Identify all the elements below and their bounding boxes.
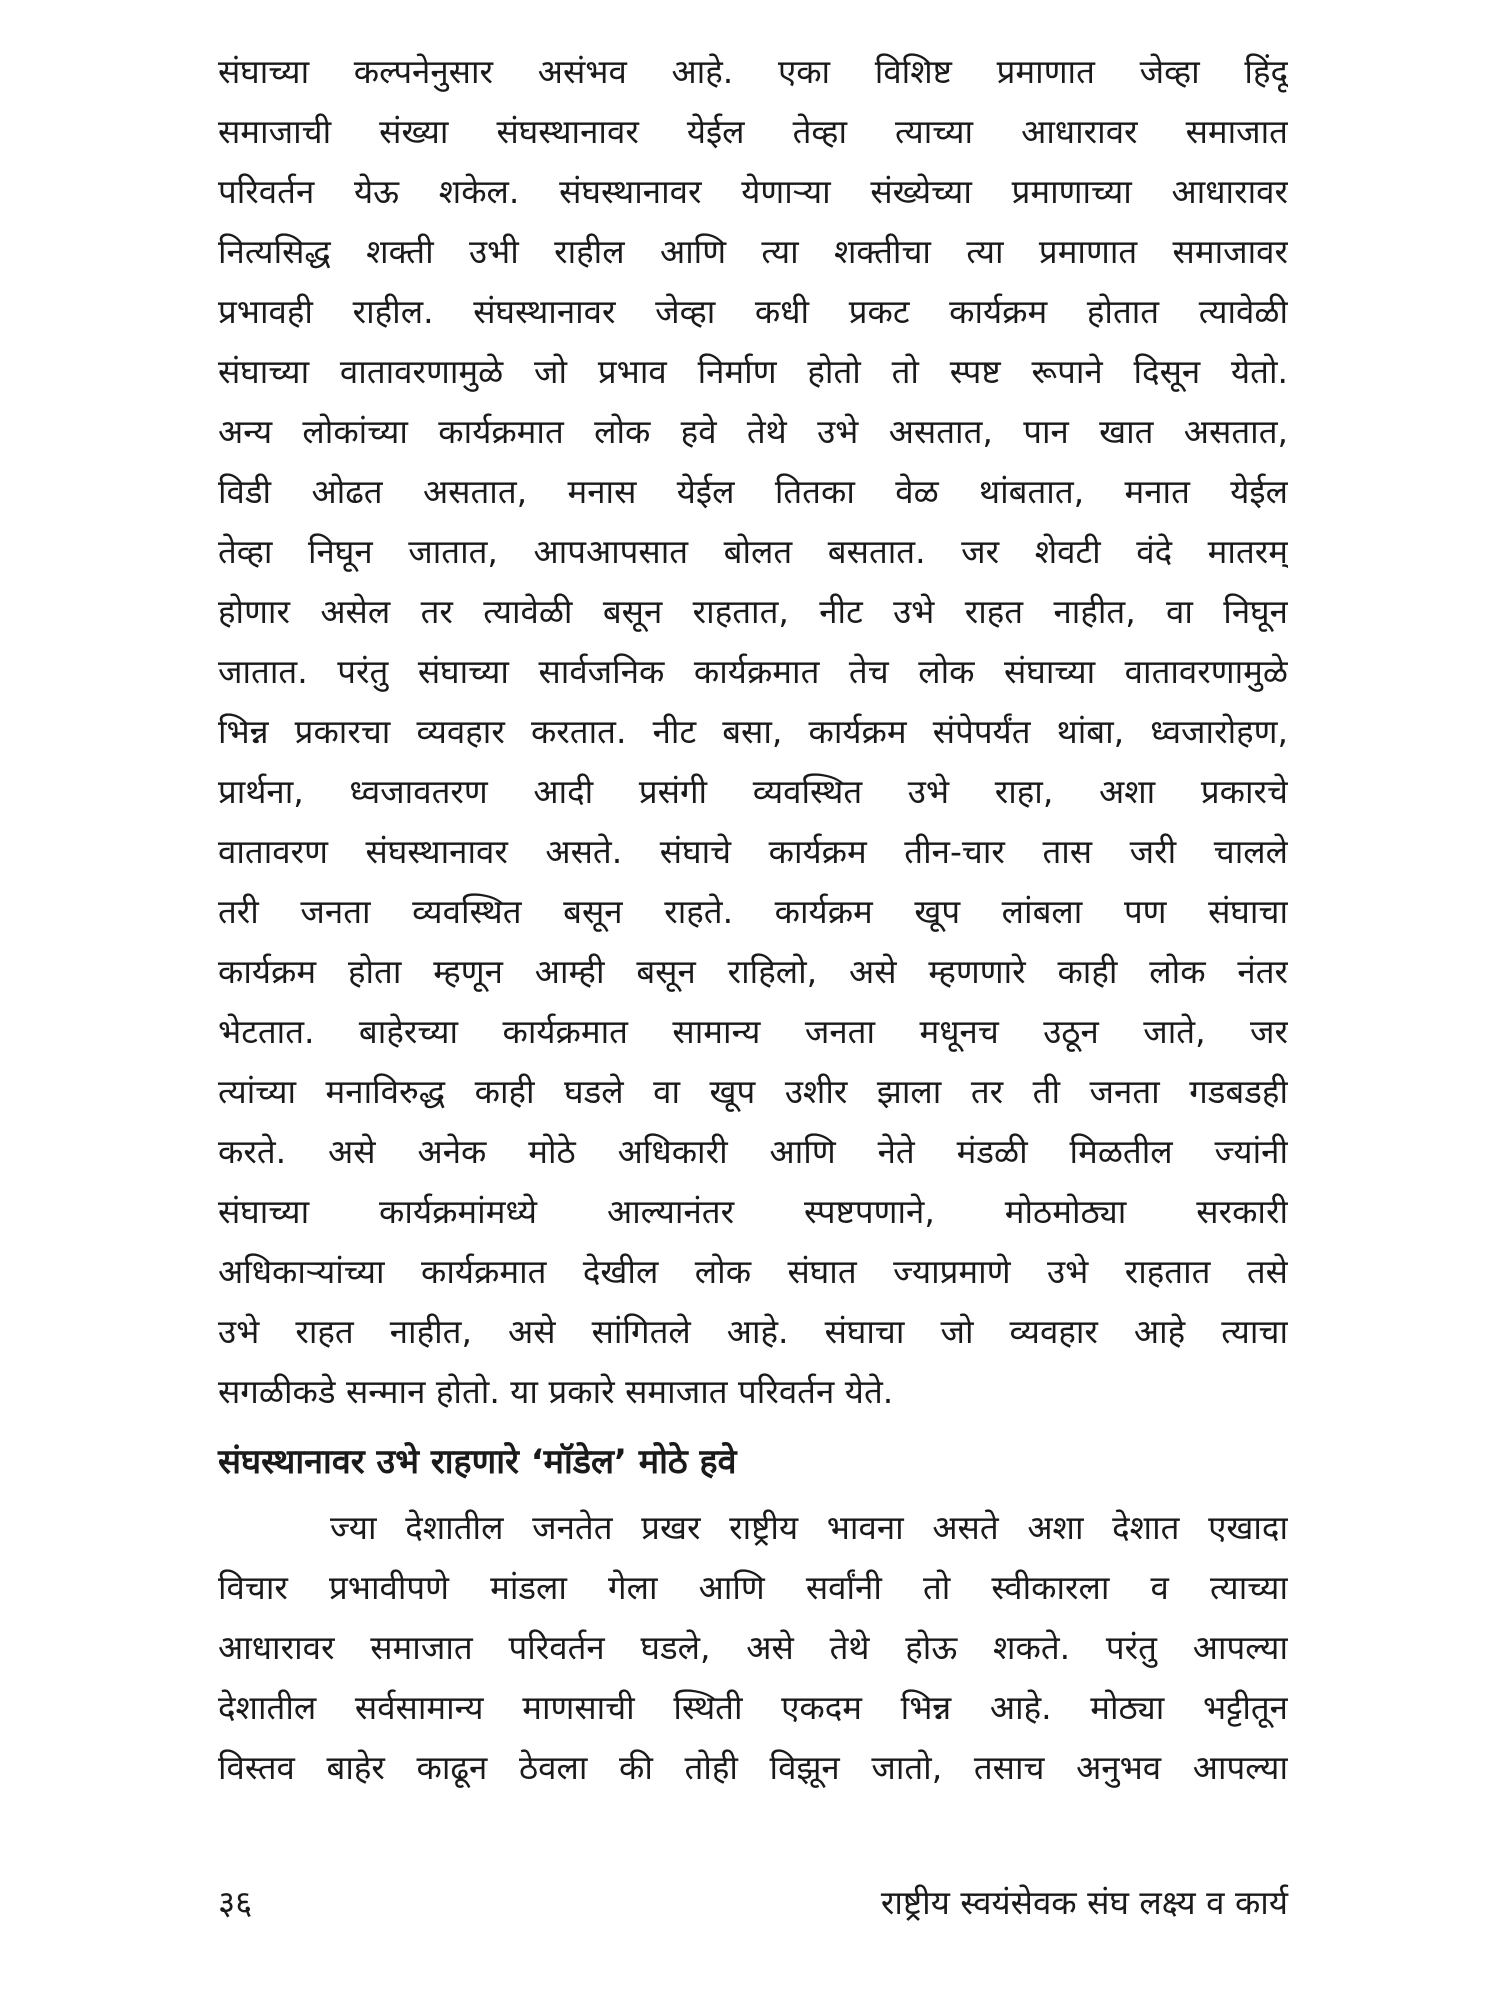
text-line: परिवर्तन येऊ शकेल. संघस्थानावर येणाऱ्या संख्येच्या प्रमाणाच्या आधारावर bbox=[218, 172, 1288, 211]
text-line: जातात. परंतु संघाच्या सार्वजनिक कार्यक्रमात तेच लोक संघाच्या वातावरणामुळे bbox=[218, 652, 1288, 691]
body-text bbox=[218, 42, 1288, 1798]
paragraph-1 bbox=[218, 42, 1288, 1422]
text-line: ज्या देशातील जनतेत प्रखर राष्ट्रीय भावना असते अशा देशात एखादा bbox=[330, 1508, 1288, 1547]
text-line: नित्यसिद्ध शक्ती उभी राहील आणि त्या शक्तीचा त्या प्रमाणात समाजावर bbox=[218, 232, 1288, 271]
text-line: अन्य लोकांच्या कार्यक्रमात लोक हवे तेथे उभे असतात, पान खात असतात, bbox=[218, 412, 1288, 451]
text-line: सगळीकडे सन्मान होतो. या प्रकारे समाजात परिवर्तन येते. bbox=[218, 1372, 894, 1411]
text-line: भेटतात. बाहेरच्या कार्यक्रमात सामान्य जनता मधूनच उठून जाते, जर bbox=[218, 1012, 1288, 1051]
text-line: भिन्न प्रकारचा व्यवहार करतात. नीट बसा, कार्यक्रम संपेपर्यंत थांबा, ध्वजारोहण, bbox=[218, 712, 1288, 751]
text-line: करते. असे अनेक मोठे अधिकारी आणि नेते मंडळी मिळतील ज्यांनी bbox=[218, 1132, 1288, 1171]
text-line: विस्तव बाहेर काढून ठेवला की तोही विझून जातो, तसाच अनुभव आपल्या bbox=[218, 1748, 1288, 1787]
paragraph-2 bbox=[218, 1498, 1288, 1798]
section-heading: संघस्थानावर उभे राहणारे ‘मॉडेल’ मोठे हवे bbox=[218, 1442, 737, 1482]
text-line: प्रभावही राहील. संघस्थानावर जेव्हा कधी प्रकट कार्यक्रम होतात त्यावेळी bbox=[218, 292, 1288, 331]
text-line: वातावरण संघस्थानावर असते. संघाचे कार्यक्रम तीन-चार तास जरी चालले bbox=[218, 832, 1288, 871]
page-footer bbox=[218, 1878, 1288, 1928]
text-line: कार्यक्रम होता म्हणून आम्ही बसून राहिलो, असे म्हणणारे काही लोक नंतर bbox=[218, 952, 1288, 991]
text-line: त्यांच्या मनाविरुद्ध काही घडले वा खूप उशीर झाला तर ती जनता गडबडही bbox=[218, 1072, 1288, 1111]
text-line: समाजाची संख्या संघस्थानावर येईल तेव्हा त्याच्या आधारावर समाजात bbox=[218, 112, 1288, 151]
text-line: होणार असेल तर त्यावेळी बसून राहतात, नीट उभे राहत नाहीत, वा निघून bbox=[218, 592, 1288, 631]
text-line: उभे राहत नाहीत, असे सांगितले आहे. संघाचा जो व्यवहार आहे त्याचा bbox=[218, 1312, 1288, 1351]
text-line: अधिकाऱ्यांच्या कार्यक्रमात देखील लोक संघात ज्याप्रमाणे उभे राहतात तसे bbox=[218, 1252, 1288, 1291]
text-line: संघाच्या कल्पनेनुसार असंभव आहे. एका विशिष्ट प्रमाणात जेव्हा हिंदू bbox=[218, 52, 1288, 91]
page-number: ३६ bbox=[218, 1883, 253, 1922]
text-line: तरी जनता व्यवस्थित बसून राहते. कार्यक्रम खूप लांबला पण संघाचा bbox=[218, 892, 1288, 931]
text-line: देशातील सर्वसामान्य माणसाची स्थिती एकदम भिन्न आहे. मोठ्या भट्टीतून bbox=[218, 1688, 1288, 1727]
text-line: आधारावर समाजात परिवर्तन घडले, असे तेथे होऊ शकते. परंतु आपल्या bbox=[218, 1628, 1288, 1667]
text-line: संघाच्या वातावरणामुळे जो प्रभाव निर्माण होतो तो स्पष्ट रूपाने दिसून येतो. bbox=[218, 352, 1288, 391]
text-line: संघाच्या कार्यक्रमांमध्ये आल्यानंतर स्पष्टपणाने, मोठमोठ्या सरकारी bbox=[218, 1192, 1288, 1231]
text-line: विडी ओढत असतात, मनास येईल तितका वेळ थांबतात, मनात येईल bbox=[218, 472, 1288, 511]
book-title: राष्ट्रीय स्वयंसेवक संघ लक्ष्य व कार्य bbox=[880, 1883, 1288, 1922]
text-line: विचार प्रभावीपणे मांडला गेला आणि सर्वांनी तो स्वीकारला व त्याच्या bbox=[218, 1568, 1288, 1607]
text-line: तेव्हा निघून जातात, आपआपसात बोलत बसतात. जर शेवटी वंदे मातरम् bbox=[218, 532, 1288, 571]
text-line: प्रार्थना, ध्वजावतरण आदी प्रसंगी व्यवस्थित उभे राहा, अशा प्रकारचे bbox=[218, 772, 1288, 811]
